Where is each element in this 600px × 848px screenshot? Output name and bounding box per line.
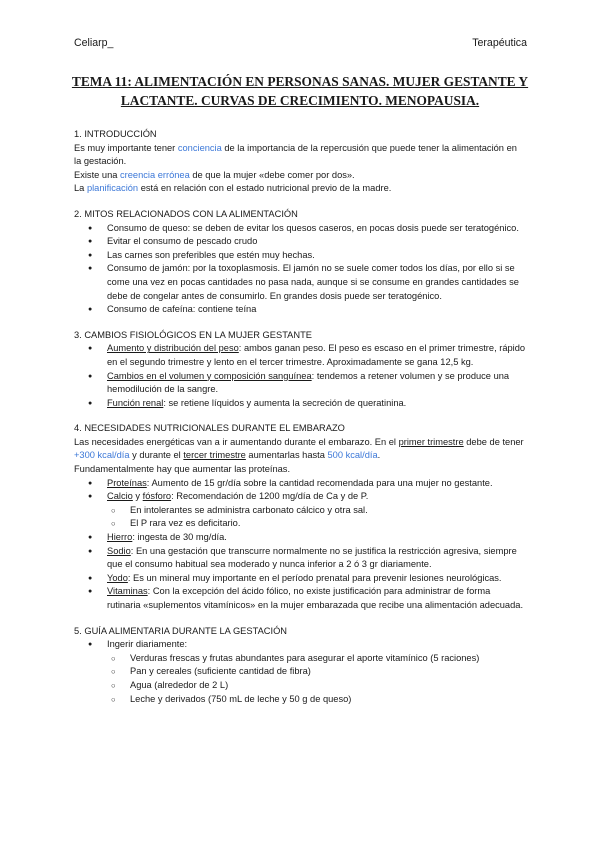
list-item: ● Yodo: Es un mineral muy importante en el período prenatal para prevenir lesiones neurológicas. xyxy=(74,572,526,586)
sub-list-item: ○ El P rara vez es deficitario. xyxy=(74,517,526,531)
section-2-heading: 2. MITOS RELACIONADOS CON LA ALIMENTACIÓN xyxy=(74,208,298,219)
highlight-value: +300 kcal/día xyxy=(74,450,130,461)
energy-paragraph: Las necesidades energéticas van a ir aumentando durante el embarazo. En el primer trimestre debe de tener +300 kcal/día y durante el tercer trimestre aumentarlas hasta 500 kcal/día. xyxy=(74,436,524,461)
section-3-heading: 3. CAMBIOS FISIOLÓGICOS EN LA MUJER GESTANTE xyxy=(74,329,312,340)
header-author: Celiarp_ xyxy=(74,37,114,49)
list-item: ● Evitar el consumo de pescado crudo xyxy=(74,235,526,249)
highlight-value: 500 kcal/día xyxy=(327,450,378,461)
sub-list-item: ○ En intolerantes se administra carbonato cálcico y otra sal. xyxy=(74,504,526,518)
list-item: ● Sodio: En una gestación que transcurre normalmente no se justifica la restricción agresiva, siempre que el consumo habitual sea moderado y nunca inferior a 2 ó 3 gr diariamente. xyxy=(74,545,526,572)
nutrients-list xyxy=(74,477,526,613)
list-item: ● Calcio y fósforo: Recomendación de 1200 mg/día de Ca y de P. ○ En intolerantes se administra carbonato cálcico y otra sal. ○ El P rara vez es deficitario. xyxy=(74,490,526,531)
proteins-paragraph: Fundamentalmente hay que aumentar las proteínas. xyxy=(74,464,291,475)
intro-paragraph-1: Es muy importante tener conciencia de la importancia de la repercusión que puede tener la alimentación en la gestación. xyxy=(74,142,517,167)
highlight-term: planificación xyxy=(86,183,139,194)
list-item: ● Consumo de cafeína: contiene teína xyxy=(74,303,526,317)
document-body xyxy=(74,128,526,706)
intro-paragraph-2: Existe una creencia errónea de que la mujer «debe comer por dos». xyxy=(74,169,355,180)
highlight-term: creencia errónea xyxy=(120,169,190,180)
list-item: ● Ingerir diariamente: ○ Verduras frescas y frutas abundantes para asegurar el aporte vitamínico (5 raciones) ○ Pan y cereales (suficiente cantidad de fibra) ○ Agua (alrededor de 2 L) ○ Leche y derivados (750 mL de leche y 50 g de queso) xyxy=(74,638,526,706)
list-item: ● Función renal: se retiene líquidos y aumenta la secreción de queratinina. xyxy=(74,397,526,411)
sub-list xyxy=(107,652,526,706)
list-item: ● Cambios en el volumen y composición sanguínea: tendemos a retener volumen y se produce una hemodilución de la sangre. xyxy=(74,370,526,397)
sub-list-item: ○ Pan y cereales (suficiente cantidad de fibra) xyxy=(74,665,526,679)
section-5-heading: 5. GUÍA ALIMENTARIA DURANTE LA GESTACIÓN xyxy=(74,625,288,636)
highlight-term: conciencia xyxy=(177,142,222,153)
sub-list-item: ○ Agua (alrededor de 2 L) xyxy=(74,679,526,693)
myths-list xyxy=(74,222,526,317)
intro-paragraph-3: La planificación está en relación con el estado nutricional previo de la madre. xyxy=(74,183,392,194)
section-4-heading: 4. NECESIDADES NUTRICIONALES DURANTE EL EMBARAZO xyxy=(74,423,345,434)
sub-list xyxy=(107,504,526,531)
sub-list-item: ○ Leche y derivados (750 mL de leche y 50 g de queso) xyxy=(74,693,526,707)
list-item: ● Las carnes son preferibles que estén muy hechas. xyxy=(74,249,526,263)
page-title: TEMA 11: ALIMENTACIÓN EN PERSONAS SANAS. MUJER GESTANTE Y LACTANTE. CURVAS DE CRECIMIENTO. MENOPAUSIA. xyxy=(71,74,529,108)
header-subject: Terapéutica xyxy=(472,37,527,49)
sub-list-item: ○ Verduras frescas y frutas abundantes para asegurar el aporte vitamínico (5 raciones) xyxy=(74,652,526,666)
list-item: ● Hierro: ingesta de 30 mg/día. xyxy=(74,531,526,545)
list-item: ● Proteínas: Aumento de 15 gr/día sobre la cantidad recomendada para una mujer no gestante. xyxy=(74,477,526,491)
section-1-heading: 1. INTRODUCCIÓN xyxy=(74,129,157,139)
list-item: ● Vitaminas: Con la excepción del ácido fólico, no existe justificación para administrar de forma rutinaria «suplementos vitamínicos» en la mujer embarazada que recibe una alimentación adecuada. xyxy=(74,585,526,612)
list-item: ● Consumo de queso: se deben de evitar los quesos caseros, en pocas dosis puede ser teratogénico. xyxy=(74,222,526,236)
list-item: ● Consumo de jamón: por la toxoplasmosis. El jamón no se suele comer todos los días, por ello si se come una vez en pocas cantidades no pasa nada, aunque si se consume en grandes cantidades se debe de congelar antes de consumirlo. En grandes dosis puede ser teratogénico. xyxy=(74,262,526,303)
changes-list xyxy=(74,342,526,410)
list-item: ● Aumento y distribución del peso: ambos ganan peso. El peso es escaso en el primer trimestre, rápido en el segundo trimestre y lento en el tercer trimestre. Aproximadamente se gana 12,5 kg. xyxy=(74,342,526,369)
guide-list xyxy=(74,638,526,706)
